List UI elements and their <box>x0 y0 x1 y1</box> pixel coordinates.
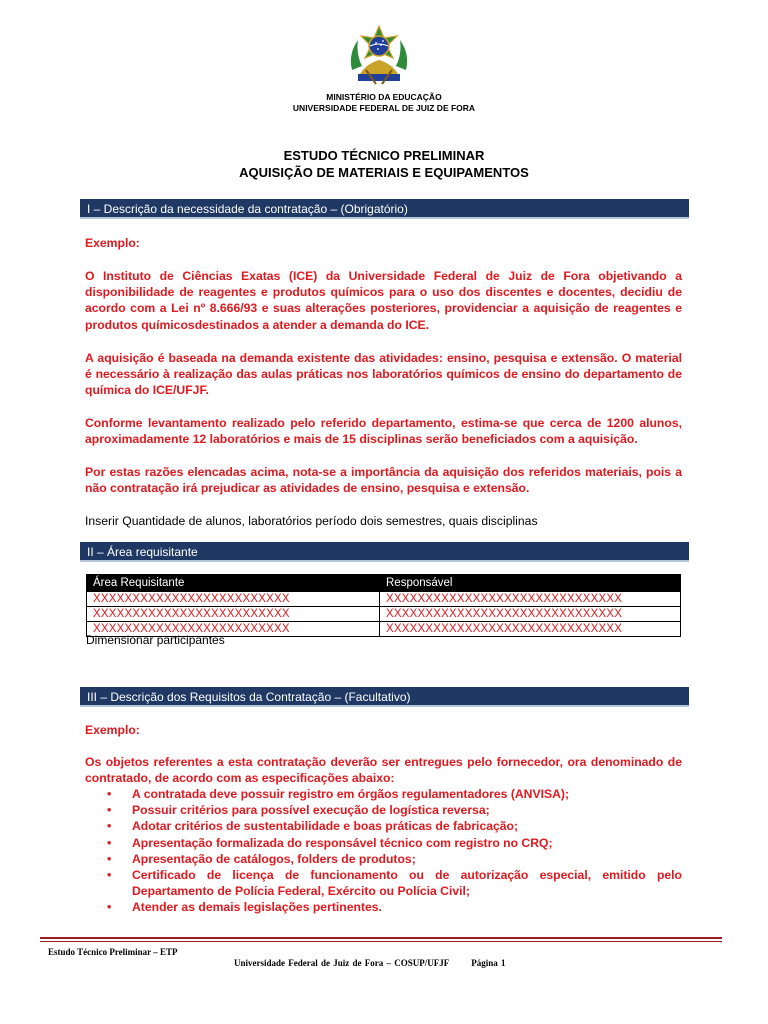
document-subtitle: AQUISIÇÃO DE MATERIAIS E EQUIPAMENTOS <box>239 165 529 180</box>
document-title: ESTUDO TÉCNICO PRELIMINAR <box>283 148 485 163</box>
list-item-text: Atender as demais legislações pertinentes. <box>132 900 382 915</box>
table-cell: XXXXXXXXXXXXXXXXXXXXXXXXX <box>87 607 380 622</box>
section-3-heading: III – Descrição dos Requisitos da Contratação – (Facultativo) <box>80 687 689 707</box>
table-header-row <box>87 575 681 592</box>
bullet-icon: • <box>107 835 112 850</box>
bullet-icon: • <box>107 787 112 801</box>
table-cell: XXXXXXXXXXXXXXXXXXXXXXXXXXXXXX <box>380 622 681 637</box>
ministry-name: MINISTÉRIO DA EDUCAÇÃO <box>326 92 442 102</box>
bullet-icon: • <box>107 819 112 834</box>
section-1-heading: I – Descrição da necessidade da contratação – (Obrigatório) <box>80 199 689 219</box>
footer-page-number: Página 1 <box>471 958 506 968</box>
list-item-text: Possuir critérios para possível execução de logística reversa; <box>132 803 490 818</box>
list-item <box>85 899 682 915</box>
section-1-instruction: Inserir Quantidade de alunos, laboratórios período dois semestres, quais disciplinas <box>85 514 538 528</box>
table-row <box>87 607 681 622</box>
section-2-heading: II – Área requisitante <box>80 542 689 562</box>
list-item-text: Apresentação de catálogos, folders de produtos; <box>132 851 416 866</box>
list-item <box>85 867 682 899</box>
footer-rule-thick <box>40 937 722 939</box>
section-1-example-label: Exemplo: <box>85 236 140 250</box>
section-3-example-label: Exemplo: <box>85 723 140 737</box>
list-item <box>85 835 682 851</box>
list-item <box>85 851 682 867</box>
bullet-icon: • <box>107 803 112 818</box>
section-1-paragraph-4: Por estas razões elencadas acima, nota-se a importância da aquisição dos referidos materiais, pois a não contratação irá prejudicar as atividades de ensino, pesquisa e extensão. <box>85 465 682 496</box>
table-cell: XXXXXXXXXXXXXXXXXXXXXXXXXXXXXX <box>380 607 681 622</box>
list-item <box>85 802 682 818</box>
table-cell: XXXXXXXXXXXXXXXXXXXXXXXXXXXXXX <box>380 592 681 607</box>
list-item-text: Certificado de licença de funcionamento ou de autorização especial, emitido pelo Departamento de Polícia Federal, Exército ou Polícia Civil; <box>132 868 682 899</box>
list-item <box>85 818 682 834</box>
column-header-responsible: Responsável <box>380 575 681 592</box>
table-cell: XXXXXXXXXXXXXXXXXXXXXXXXX <box>87 592 380 607</box>
section-1-paragraph-1: O Instituto de Ciências Exatas (ICE) da Universidade Federal de Juiz de Fora objetivando a disponibilidade de reagentes e produtos químicos para o uso dos discentes e docentes, decidiu de acordo com a Lei nº 8.666/93 e suas alterações posteriores, providenciar a aquisição de reagentes e produtos químicosdestinados a atender a demanda do ICE. <box>85 269 682 332</box>
bullet-icon: • <box>107 900 112 915</box>
column-header-area: Área Requisitante <box>87 575 380 592</box>
section-3-intro: Os objetos referentes a esta contratação deverão ser entregues pelo fornecedor, ora denominado de contratado, de acordo com as especificações abaixo: <box>85 755 682 786</box>
table-cell: XXXXXXXXXXXXXXXXXXXXXXXXX <box>87 622 380 637</box>
dimension-participants-note: Dimensionar participantes <box>86 633 225 647</box>
list-item <box>85 786 682 802</box>
bullet-icon: • <box>107 868 112 883</box>
footer-document-name: Estudo Técnico Preliminar – ETP <box>48 947 178 957</box>
footer-rule-thin <box>40 941 722 942</box>
list-item-text: Apresentação formalizada do responsável técnico com registro no CRQ; <box>132 835 553 850</box>
section-1-paragraph-2: A aquisição é baseada na demanda existente das atividades: ensino, pesquisa e extensão. O material é necessário à realização das aulas práticas nos laboratórios químicos de ensino do departamento de química do ICE/UFJF. <box>85 351 682 398</box>
section-1-paragraph-3: Conforme levantamento realizado pelo referido departamento, estima-se que cerca de 1200 alunos, aproximadamente 12 laboratórios e mais de 15 disciplinas serão beneficiados com a aquisição. <box>85 416 682 447</box>
list-item-text: Adotar critérios de sustentabilidade e boas práticas de fabricação; <box>132 819 519 834</box>
table-row <box>87 592 681 607</box>
requesting-area-table <box>86 574 681 637</box>
bullet-icon: • <box>107 851 112 866</box>
list-item-text: A contratada deve possuir registro em órgãos regulamentadores (ANVISA); <box>132 787 570 801</box>
brazil-coat-of-arms-emblem <box>346 24 412 88</box>
requirements-list <box>85 786 682 916</box>
footer-institution-text: Universidade Federal de Juiz de Fora – COSUP/UFJF <box>234 958 450 968</box>
footer-institution <box>234 958 506 968</box>
university-name: UNIVERSIDADE FEDERAL DE JUIZ DE FORA <box>292 103 476 113</box>
